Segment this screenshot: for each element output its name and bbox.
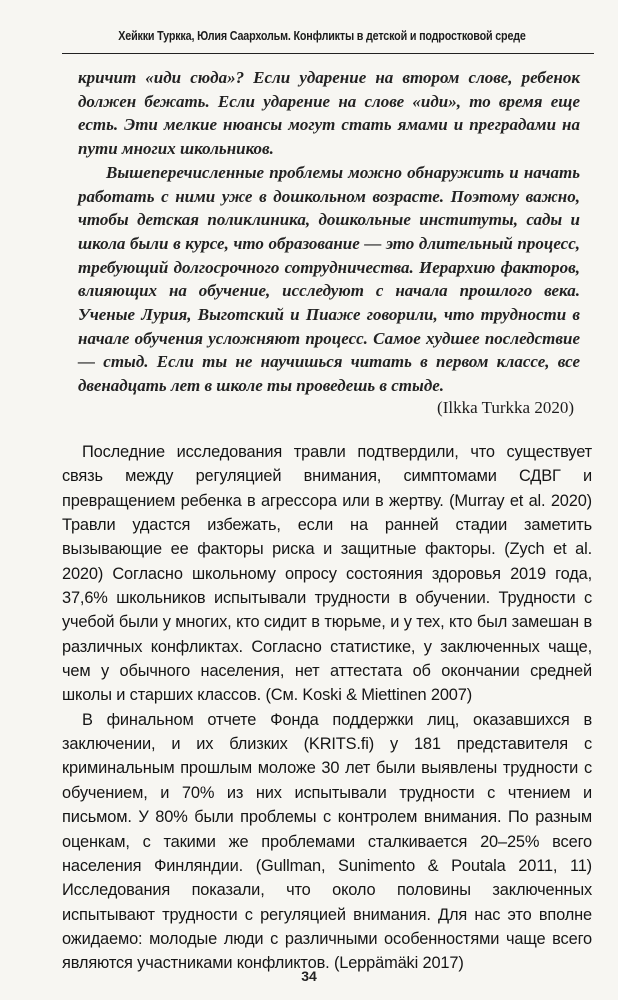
body-paragraph: В финальном отчете Фонда поддержки лиц, оказавшихся в заключении, и их близких (KRITS.fi) у 181 представителя с криминальным прошлым моложе 30 лет были выявлены трудности с обучением, и 70% из них испытывали трудности с чтением и письмом. У 80% были проблемы с контролем внимания. По разным оценкам, с такими же проблемами сталкивается 20–25% всего населения Финляндии. (Gullman, Sunimento & Poutala 2011, 11) Исследования показали, что около половины заключенных испытывают трудности с регуляцией внимания. Для нас это вполне ожидаемо: молодые люди с различными особенностями чаще всего являются участниками конфликтов. (Leppämäki 2017) (62, 710, 592, 973)
page-number: 34 (301, 968, 317, 984)
quote-paragraph: Вышеперечисленные проблемы можно обнаружить и начать работать с ними уже в дошкольном возрасте. Поэтому важно, чтобы детская поликлиника, дошкольные институты, сады и школа были в курсе, что образование — это длительный процесс, требующий долгосрочного сотрудничества. Иерархию факторов, влияющих на обучение, исследуют с начала прошлого века. Ученые Лурия, Выготский и Пиаже говорили, что трудности в начале обучения усложняют процесс. Самое худшее последствие — стыд. Если ты не научишься читать в первом классе, все двенадцать лет в школе ты проведешь в стыде. (78, 162, 580, 396)
body-paragraph: Последние исследования травли подтвердили, что существует связь между регуляцией внимания, симптомами СДВГ и превращением ребенка в агрессора или в жертву. (Murray et al. 2020) Травли удастся избежать, если на ранней стадии заметить вызывающие ее факторы риска и защитные факторы. (Zych et al. 2020) Согласно школьному опросу состояния здоровья 2019 года, 37,6% школьников испытывали трудности в обучении. Трудности с учебой были у многих, кто сидит в тюрьме, и у тех, кто был замешан в различных конфликтах. Согласно статистике, у заключенных чаще, чем у обычного населения, нет аттестата об окончании средней школы и старших классов. (См. Koski & Miettinen 2007) (62, 443, 592, 705)
running-header: Хейкки Туркка, Юлия Саархольм. Конфликты в детской и подростковой среде (118, 29, 526, 43)
quote-block (78, 66, 580, 398)
header-divider (62, 53, 594, 54)
quote-source: (Ilkka Turkka 2020) (437, 398, 574, 417)
body-text (62, 440, 592, 976)
quote-paragraph: кричит «иди сюда»? Если ударение на втором слове, ребенок должен бежать. Если ударение на слове «иди», то время еще есть. Эти мелкие нюансы могут стать ямами и преградами на пути многих школьников. (78, 68, 580, 159)
